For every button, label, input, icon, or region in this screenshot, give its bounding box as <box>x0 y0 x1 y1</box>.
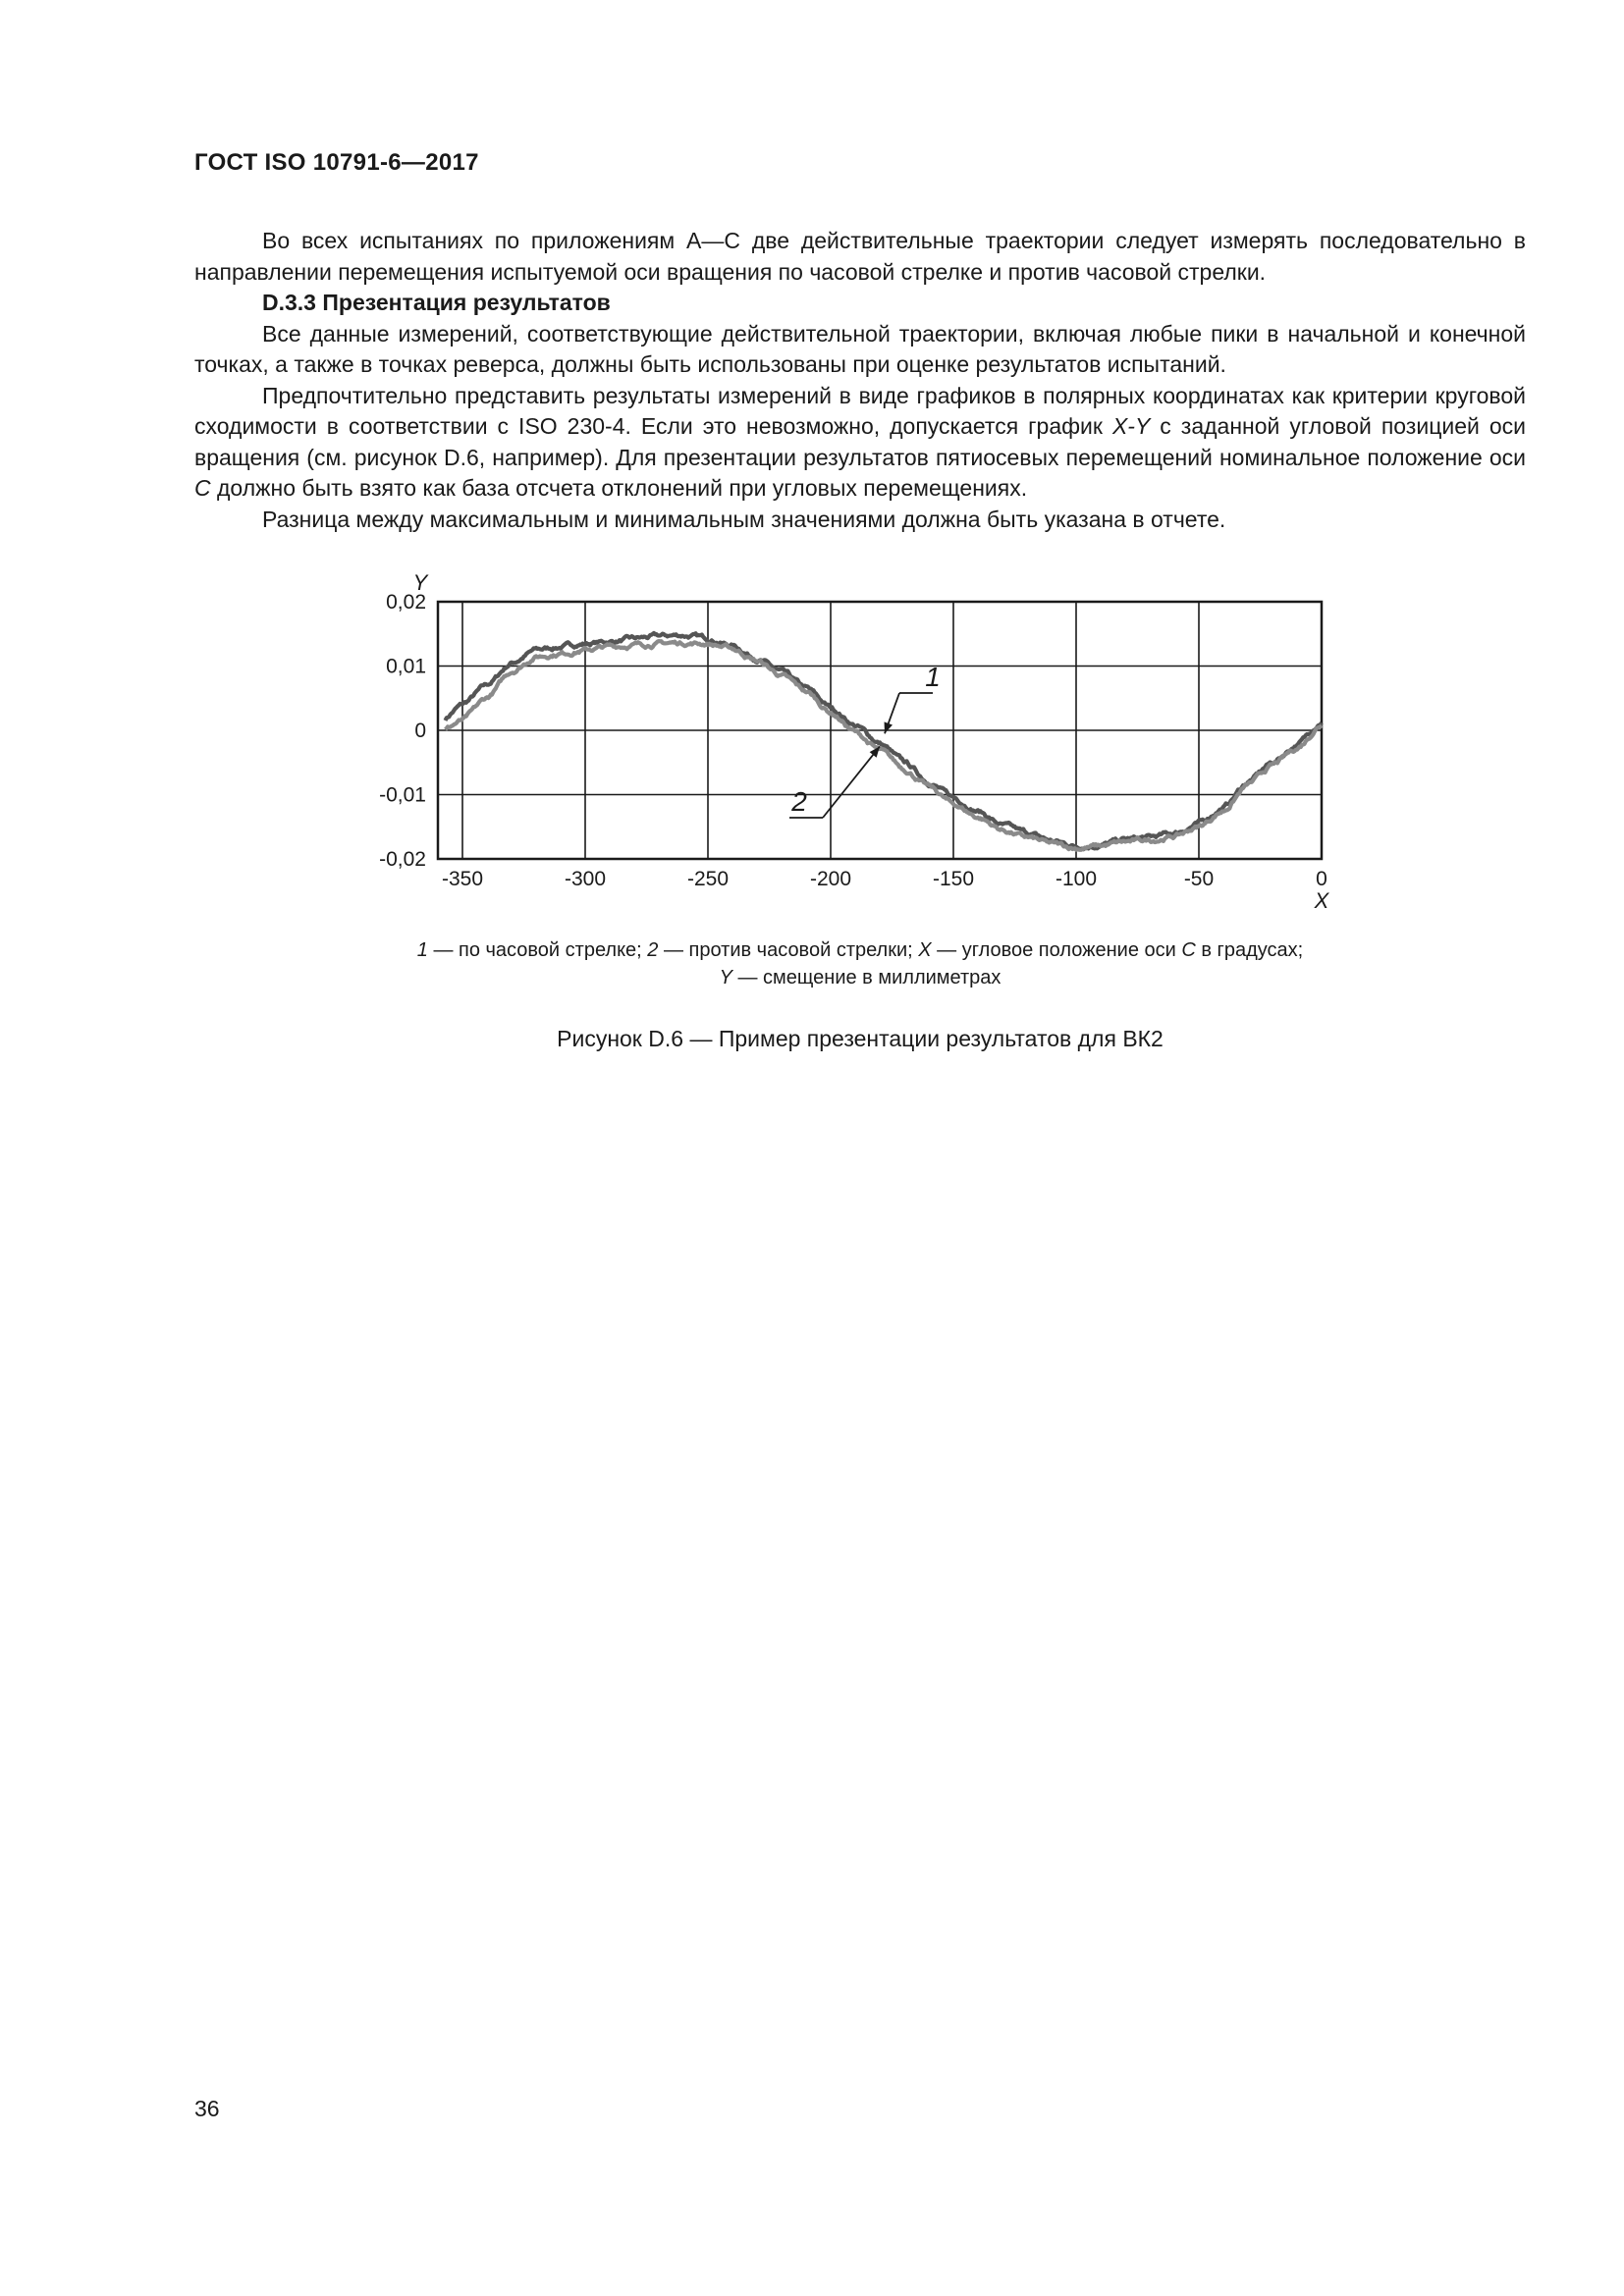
x-tick-label: -250 <box>686 868 730 890</box>
paragraph-1: Во всех испытаниях по приложениям А—С две действительные траектории следует измерять последовательно в направлении перемещения испытуемой оси вращения по часовой стрелке и против часовой стрелки. <box>194 228 1526 285</box>
paragraph-3-part-2: с заданной угловой позицией оси вращения (см. рисунок D.6, например). Для презентации результатов пятиосевых перемещений номинальное положение оси <box>194 413 1526 470</box>
paragraph-3-axis-c: C <box>194 475 211 501</box>
x-axis-label: X <box>1314 888 1329 913</box>
paragraph-2: Все данные измерений, соответствующие действительной траектории, включая любые пики в начальной и конечной точках, а также в точках реверса, должны быть использованы при оценке результатов испытаний. <box>194 320 1526 377</box>
figure-caption: Рисунок D.6 — Пример презентации результатов для ВК2 <box>557 1026 1164 1051</box>
x-tick-label: 0 <box>1316 868 1327 890</box>
x-tick-label: -100 <box>1055 868 1098 890</box>
figure-d6 <box>353 560 1335 923</box>
y-tick-label: -0,01 <box>379 783 426 807</box>
paragraph-3 <box>194 381 1526 505</box>
figure-legend <box>194 936 1526 991</box>
y-tick-label: 0,01 <box>386 655 426 678</box>
paragraph-3-part-3: должно быть взято как база отсчета отклонений при угловых перемещениях. <box>210 475 1028 501</box>
x-tick-label: -200 <box>809 868 852 890</box>
legend-line-1 <box>194 936 1526 964</box>
legend-line-1-segment-1: — по часовой стрелке; <box>427 939 648 961</box>
legend-line-2 <box>194 964 1526 991</box>
x-tick-label: -150 <box>932 868 975 890</box>
annotation-label-1: 1 <box>925 662 941 692</box>
x-tick-label: -50 <box>1183 868 1215 890</box>
y-axis-label: Y <box>412 570 428 595</box>
legend-line-1-segment-5: — угловое положение оси <box>931 939 1182 961</box>
paragraph-3-part-1: Предпочтительно представить результаты измерений в виде графиков в полярных координатах как критерии круговой сходимости в соответствии с ISO 230-4. Если это невозможно, допускается график <box>194 382 1526 439</box>
body-text <box>194 226 1526 535</box>
legend-line-2-segment-1: — смещение в миллиметрах <box>731 967 1001 988</box>
y-tick-label: 0 <box>414 720 426 742</box>
document-header: ГОСТ ISO 10791-6—2017 <box>194 149 479 176</box>
y-tick-label: -0,02 <box>379 848 426 871</box>
y-tick-label: 0,02 <box>386 591 426 614</box>
xy-chart <box>353 560 1335 923</box>
legend-line-1-segment-2: 2 <box>647 939 659 961</box>
legend-line-2-segment-0: Y <box>719 967 732 988</box>
legend-line-1-segment-6: C <box>1181 939 1196 961</box>
legend-line-1-segment-0: 1 <box>416 939 428 961</box>
paragraph-4: Разница между максимальным и минимальным значениями должна быть указана в отчете. <box>262 506 1226 532</box>
legend-line-1-segment-4: X <box>918 939 932 961</box>
annotation-label-2: 2 <box>791 786 807 817</box>
x-tick-label: -350 <box>441 868 484 890</box>
x-tick-label: -300 <box>564 868 607 890</box>
section-heading: D.3.3 Презентация результатов <box>262 290 611 315</box>
legend-line-1-segment-3: — против часовой стрелки; <box>658 939 919 961</box>
legend-line-1-segment-7: в градусах; <box>1195 939 1304 961</box>
page-number: 36 <box>194 2096 220 2121</box>
paragraph-3-xy: X-Y <box>1111 413 1151 439</box>
